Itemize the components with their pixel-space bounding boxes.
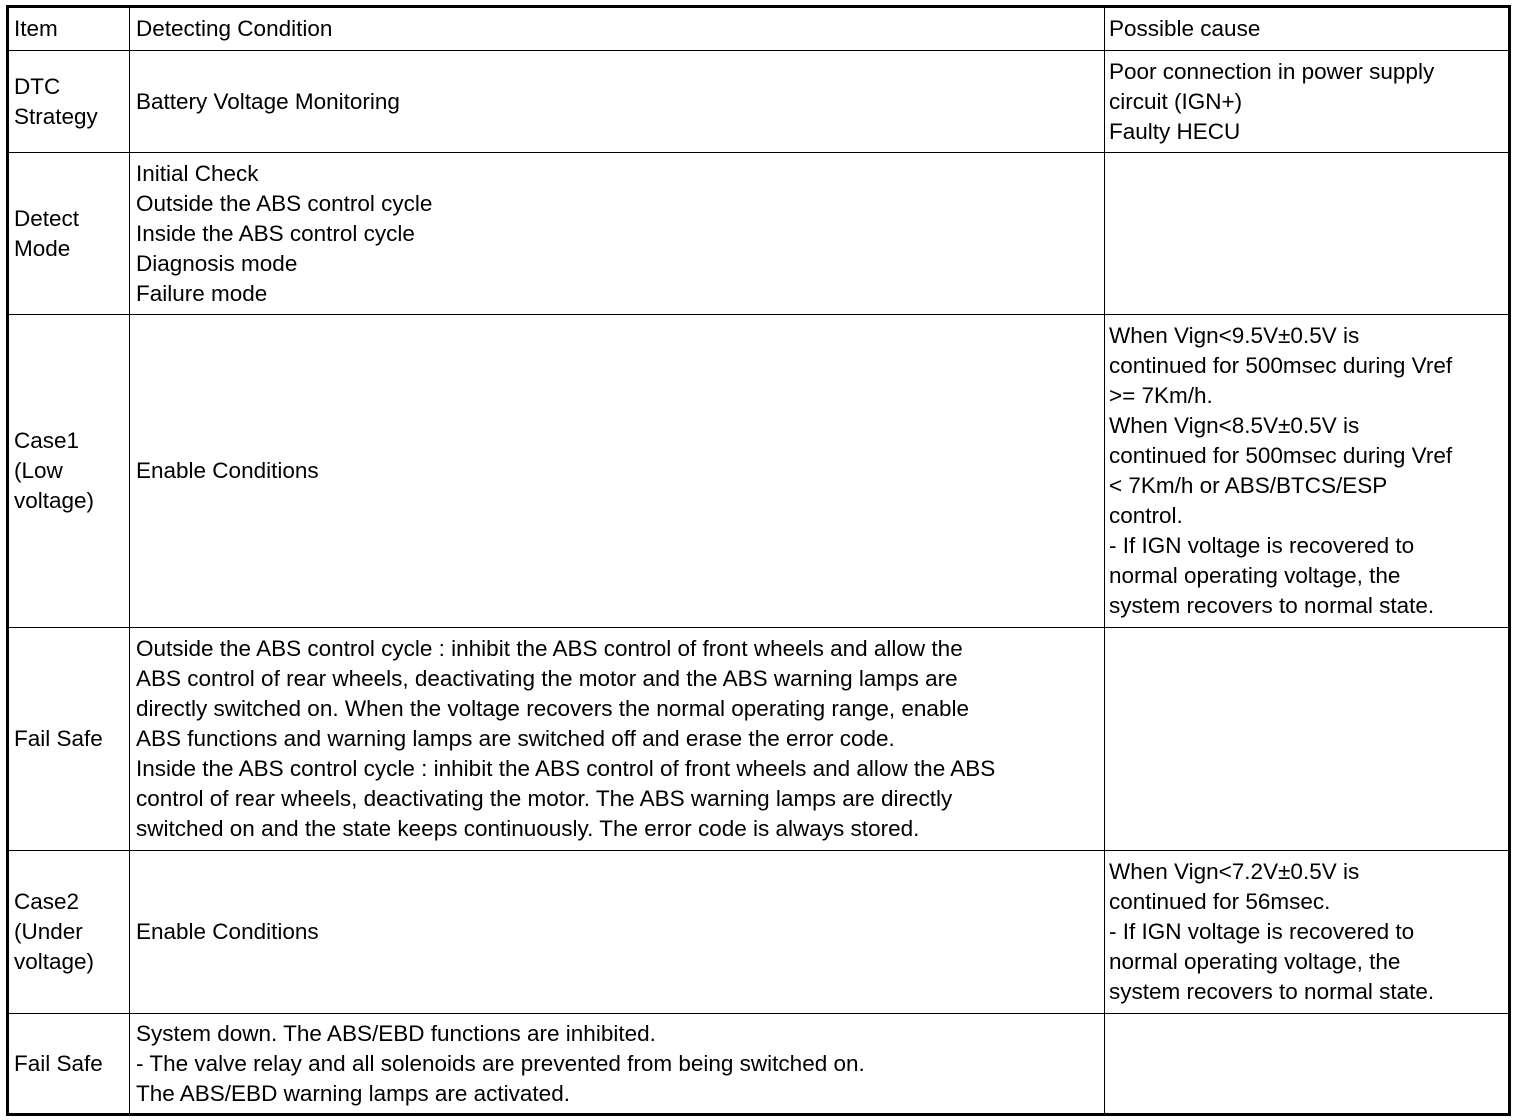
row-cause-line: - If IGN voltage is recovered to bbox=[1109, 919, 1415, 944]
row-condition-line: Initial Check bbox=[136, 160, 259, 186]
row-condition-line: switched on and the state keeps continuously. The error code is always stored. bbox=[136, 816, 920, 841]
table-row bbox=[8, 153, 1510, 315]
row-item-line: DTC bbox=[14, 73, 61, 99]
row-condition-line: Failure mode bbox=[136, 280, 268, 306]
row-condition-line: Battery Voltage Monitoring bbox=[136, 88, 400, 114]
row-cause-line: continued for 56msec. bbox=[1109, 889, 1331, 914]
row-item-cell bbox=[8, 851, 130, 1014]
row-condition-line: control of rear wheels, deactivating the motor. The ABS warning lamps are directly bbox=[136, 786, 953, 811]
row-cause-line: continued for 500msec during Vref bbox=[1109, 443, 1453, 468]
row-condition-line: ABS control of rear wheels, deactivating the motor and the ABS warning lamps are bbox=[136, 666, 958, 691]
row-condition-cell bbox=[130, 315, 1105, 628]
row-cause-line: circuit (IGN+) bbox=[1109, 88, 1243, 114]
row-condition-line: Diagnosis mode bbox=[136, 250, 298, 276]
row-item-cell bbox=[8, 153, 130, 315]
row-item-line: Mode bbox=[14, 235, 71, 261]
table-row bbox=[8, 1014, 1510, 1115]
row-cause-cell bbox=[1105, 851, 1510, 1014]
row-cause-cell bbox=[1105, 1014, 1510, 1115]
row-item-line: Fail Safe bbox=[14, 726, 103, 751]
row-cause-line: Faulty HECU bbox=[1109, 118, 1241, 144]
row-condition-line: Outside the ABS control cycle bbox=[136, 190, 433, 216]
row-cause-line: system recovers to normal state. bbox=[1109, 979, 1435, 1004]
row-cause-line: normal operating voltage, the bbox=[1109, 563, 1401, 588]
row-item-line: voltage) bbox=[14, 488, 95, 513]
header-detecting-condition: Detecting Condition bbox=[130, 7, 1105, 51]
row-item-line: Fail Safe bbox=[14, 1050, 103, 1076]
row-condition-line: System down. The ABS/EBD functions are inhibited. bbox=[136, 1020, 656, 1046]
row-cause-line: When Vign<7.2V±0.5V is bbox=[1109, 859, 1360, 884]
row-cause-line: When Vign<8.5V±0.5V is bbox=[1109, 413, 1360, 438]
table-row bbox=[8, 315, 1510, 628]
row-condition-line: Enable Conditions bbox=[136, 919, 319, 944]
row-cause-line: system recovers to normal state. bbox=[1109, 593, 1435, 618]
row-condition-cell bbox=[130, 153, 1105, 315]
row-condition-cell bbox=[130, 51, 1105, 153]
row-cause-line: >= 7Km/h. bbox=[1109, 383, 1213, 408]
row-condition-line: ABS functions and warning lamps are switched off and erase the error code. bbox=[136, 726, 895, 751]
row-item-line: (Low bbox=[14, 458, 63, 483]
table-row bbox=[8, 51, 1510, 153]
row-item-line: Case2 bbox=[14, 889, 80, 914]
row-cause-line: normal operating voltage, the bbox=[1109, 949, 1401, 974]
row-item-cell bbox=[8, 1014, 130, 1115]
row-cause-cell bbox=[1105, 315, 1510, 628]
row-condition-cell bbox=[130, 628, 1105, 851]
row-cause-cell bbox=[1105, 51, 1510, 153]
row-condition-line: Enable Conditions bbox=[136, 458, 319, 483]
row-item-line: Case1 bbox=[14, 428, 80, 453]
row-item-line: voltage) bbox=[14, 949, 95, 974]
dtc-table bbox=[6, 5, 1511, 1116]
row-condition-line: - The valve relay and all solenoids are prevented from being switched on. bbox=[136, 1050, 865, 1076]
table-row bbox=[8, 851, 1510, 1014]
row-condition-line: Inside the ABS control cycle : inhibit the ABS control of front wheels and allow the ABS bbox=[136, 756, 996, 781]
row-condition-line: The ABS/EBD warning lamps are activated. bbox=[136, 1080, 570, 1106]
row-condition-line: Inside the ABS control cycle bbox=[136, 220, 415, 246]
row-condition-cell bbox=[130, 851, 1105, 1014]
row-item-line: Strategy bbox=[14, 103, 98, 129]
header-possible-cause: Possible cause bbox=[1105, 7, 1510, 51]
row-condition-line: directly switched on. When the voltage recovers the normal operating range, enable bbox=[136, 696, 969, 721]
header-item: Item bbox=[8, 7, 130, 51]
row-cause-line: - If IGN voltage is recovered to bbox=[1109, 533, 1415, 558]
row-cause-cell bbox=[1105, 153, 1510, 315]
table-header-row bbox=[8, 7, 1510, 51]
row-condition-line: Outside the ABS control cycle : inhibit the ABS control of front wheels and allow the bbox=[136, 636, 963, 661]
row-cause-cell bbox=[1105, 628, 1510, 851]
row-cause-line: < 7Km/h or ABS/BTCS/ESP bbox=[1109, 473, 1388, 498]
row-cause-line: continued for 500msec during Vref bbox=[1109, 353, 1453, 378]
row-item-cell bbox=[8, 315, 130, 628]
row-cause-line: Poor connection in power supply bbox=[1109, 58, 1435, 84]
row-item-cell bbox=[8, 51, 130, 153]
row-condition-cell bbox=[130, 1014, 1105, 1115]
table-row bbox=[8, 628, 1510, 851]
row-cause-line: When Vign<9.5V±0.5V is bbox=[1109, 323, 1360, 348]
row-item-line: Detect bbox=[14, 205, 80, 231]
row-cause-line: control. bbox=[1109, 503, 1183, 528]
row-item-line: (Under bbox=[14, 919, 83, 944]
row-item-cell bbox=[8, 628, 130, 851]
